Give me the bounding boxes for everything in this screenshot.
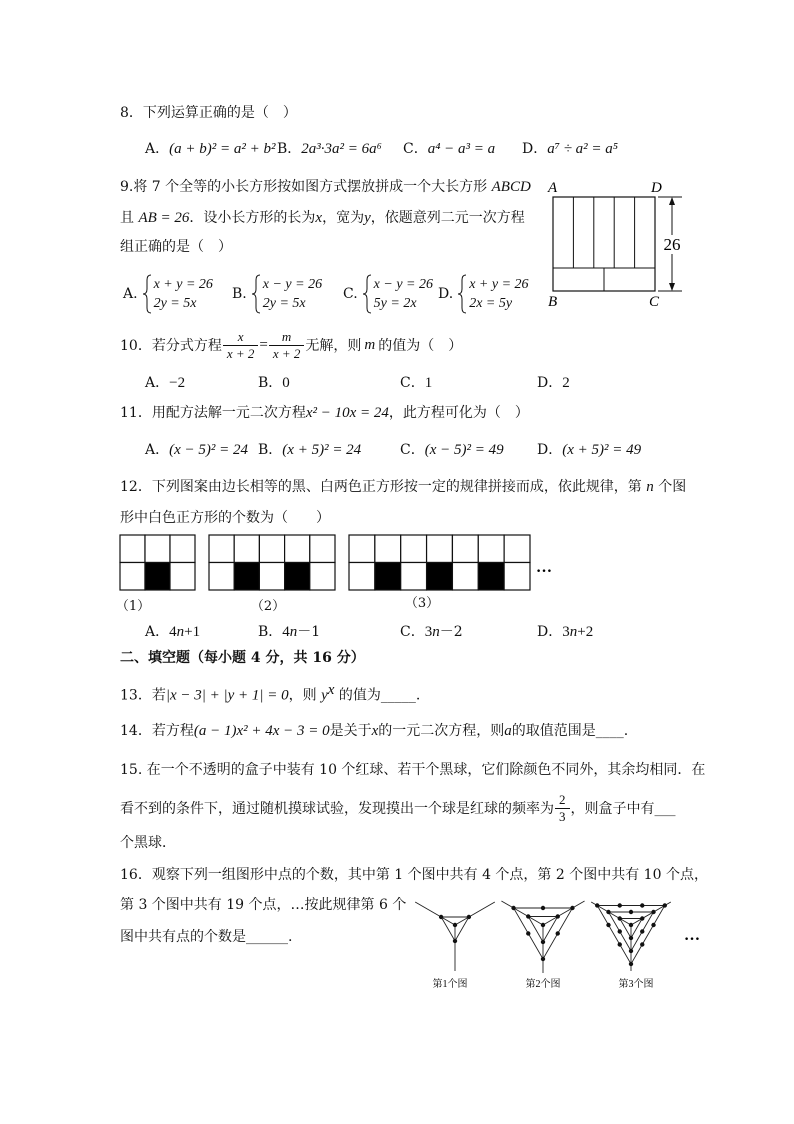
square-pattern-3	[349, 535, 530, 590]
white-square	[401, 535, 427, 563]
option-label: A．	[145, 141, 170, 157]
q12-square-patterns	[115, 530, 560, 595]
option-label: B.	[232, 286, 247, 302]
q8-option-a	[145, 139, 275, 159]
white-square	[259, 563, 284, 591]
q12-stem-line-2: 形中白色正方形的个数为（ ）	[120, 510, 330, 526]
stem-math: AB = 26	[138, 210, 190, 226]
figure-arm	[543, 901, 585, 925]
option-label: D．	[537, 442, 563, 458]
black-square	[427, 563, 453, 591]
equation-2: 2x = 5y	[469, 296, 513, 311]
vertex-label-b: B	[548, 294, 558, 310]
stem-text: 看不到的条件下，通过随机摸球试验，发现摸出一个球是红球的频率为	[120, 801, 554, 817]
brace-icon	[457, 274, 467, 314]
stem-text: 个图	[653, 479, 687, 495]
power-base: y	[321, 687, 328, 704]
figure-dot	[606, 923, 610, 927]
stem-text: ，宽为	[322, 210, 365, 226]
q11-option-b	[258, 440, 361, 460]
stem-text: 的值为（ ）	[378, 338, 463, 354]
stem-math: (a − 1)x² + 4x − 3 = 0	[193, 723, 330, 739]
option-label: B．	[277, 141, 302, 157]
option-label: A．	[145, 442, 170, 458]
q15-stem-line-1: 15. 在一个不透明的盒子中装有 10 个红球、若干个黑球，它们除颜色不同外，其余均相同．在	[120, 762, 706, 778]
figure-dot	[629, 962, 633, 966]
figure-dot	[618, 903, 622, 907]
fraction-numerator: x	[223, 329, 259, 346]
option-coefficient: 3	[424, 624, 433, 640]
q8-option-c	[403, 139, 495, 159]
equation-system	[457, 274, 528, 314]
figure-dot	[640, 903, 644, 907]
fraction-numerator: m	[269, 329, 305, 346]
white-square	[478, 535, 504, 563]
q12-option-c	[400, 622, 463, 642]
option-coefficient: 4	[282, 624, 290, 640]
option-expression: 2a³·3a² = 6a⁶	[301, 141, 382, 157]
equation-1: x − y = 26	[262, 277, 323, 292]
white-square	[310, 535, 335, 563]
dot-figure-3	[591, 902, 671, 971]
black-square	[285, 563, 310, 591]
figure-arm	[415, 902, 455, 925]
white-square	[452, 563, 478, 591]
stem-text: 且	[120, 210, 139, 226]
option-constant: －2	[439, 624, 463, 640]
power-exponent: x	[327, 682, 335, 698]
stem-text: 是关于	[329, 723, 372, 739]
stem-text: ，依题意列二元一次方程	[370, 210, 525, 226]
q15-stem-line-2	[120, 788, 676, 828]
option-label: D．	[537, 624, 563, 640]
stem-math: y	[364, 210, 371, 226]
equation-1: x + y = 26	[469, 277, 529, 292]
dot-figure-label-3: 第3个图	[618, 979, 654, 990]
equation-2: 5y = 2x	[373, 296, 417, 311]
option-expression: a⁴ − a³ = a	[427, 141, 496, 157]
q9-option-c	[343, 274, 433, 314]
pattern-label-3: （3）	[404, 596, 440, 611]
dot-figure-1	[415, 902, 495, 971]
option-label: D．	[522, 141, 548, 157]
q11-stem	[120, 403, 529, 423]
option-expression: (x − 5)² = 24	[169, 442, 249, 458]
q10-stem	[120, 325, 462, 365]
white-square	[285, 535, 310, 563]
figure-arm	[455, 902, 495, 925]
figure-dot	[640, 916, 644, 920]
figure-dot	[606, 910, 610, 914]
option-label: B．	[258, 624, 283, 640]
arrowhead-up-icon	[669, 197, 675, 205]
stem-math: a	[504, 723, 512, 739]
brace-icon	[362, 274, 372, 314]
white-square	[120, 563, 145, 591]
equation-system	[362, 274, 433, 314]
option-value: 1	[424, 375, 433, 391]
fraction-denominator: x + 2	[272, 345, 301, 361]
option-variable: n	[289, 624, 298, 640]
vertex-label-a: A	[548, 180, 558, 196]
q12-option-a	[145, 622, 200, 642]
option-coefficient: 4	[169, 624, 177, 640]
figure-dot	[453, 923, 457, 927]
q9-stem-line-2	[120, 208, 525, 228]
equation-2: 2y = 5x	[153, 296, 197, 311]
q9-option-a	[123, 274, 213, 314]
stem-text: 13．若	[120, 687, 166, 704]
q9-rectangle-figure	[540, 172, 690, 312]
white-square	[310, 563, 335, 591]
q10-option-a	[145, 373, 185, 393]
fraction-numerator: 2	[555, 792, 570, 809]
arrowhead-down-icon	[669, 283, 675, 291]
figure-dot	[541, 940, 545, 944]
option-label: C．	[400, 442, 425, 458]
option-expression: (x + 5)² = 49	[562, 442, 642, 458]
option-expression: (x − 5)² = 49	[424, 442, 504, 458]
option-variable: n	[176, 624, 185, 640]
stem-math: x² − 10x = 24	[305, 405, 389, 421]
option-value: −2	[169, 375, 186, 391]
q12-option-b	[258, 622, 320, 642]
figure-dot	[629, 910, 633, 914]
figure-dot	[651, 923, 655, 927]
q12-option-d	[537, 622, 593, 642]
q16-stem-line-2: 第 3 个图中共有 19 个点，…按此规律第 6 个	[120, 897, 407, 913]
equation-system	[251, 274, 322, 314]
figure-dot	[595, 903, 599, 907]
option-constant: －1	[297, 624, 321, 640]
white-square	[427, 535, 453, 563]
white-square	[209, 563, 234, 591]
option-constant: +1	[184, 624, 201, 640]
black-square	[234, 563, 259, 591]
stem-text: 12．下列图案由边长相等的黑、白两色正方形按一定的规律拼接而成，依此规律，第	[120, 479, 647, 495]
q10-option-d	[537, 373, 570, 393]
q8-option-b	[277, 139, 382, 159]
stem-math: x	[315, 210, 323, 226]
figure-dot	[570, 906, 574, 910]
equation-1: x + y = 26	[153, 277, 213, 292]
option-variable: n	[569, 624, 578, 640]
pattern-ellipsis: …	[536, 559, 552, 576]
white-square	[504, 535, 530, 563]
figure-dot	[640, 942, 644, 946]
figure-dot	[526, 931, 530, 935]
pattern-label-1: （1）	[115, 599, 151, 614]
equation-1: x − y = 26	[373, 277, 433, 292]
option-expression: (a + b)² = a² + b²	[169, 141, 276, 157]
q9-stem-line-3: 组正确的是（ ）	[120, 239, 232, 255]
square-pattern-2	[209, 535, 335, 590]
dot-figure-label-2: 第2个图	[525, 979, 561, 990]
white-square	[259, 535, 284, 563]
white-square	[234, 535, 259, 563]
pattern-ellipsis: …	[684, 927, 700, 944]
figure-dot	[618, 916, 622, 920]
option-constant: +2	[577, 624, 594, 640]
black-square	[478, 563, 504, 591]
white-square	[170, 563, 195, 591]
white-square	[209, 535, 234, 563]
figure-dot	[629, 923, 633, 927]
section-title-fill-in: 二、填空题（每小题 4 分，共 16 分）	[120, 650, 365, 666]
equals-sign: =	[259, 336, 268, 353]
q16-stem-line-1: 16．观察下列一组图形中点的个数，其中第 1 个图中共有 4 个点，第 2 个图中共有 10 个点，	[120, 867, 708, 883]
option-label: A．	[145, 375, 170, 391]
stem-math: ABCD	[491, 179, 531, 195]
q16-stem-line-3: 图中共有点的个数是______.	[120, 929, 293, 945]
figure-dot	[467, 915, 471, 919]
stem-text: 9.将 7 个全等的小长方形按如图方式摆放拼成一个大长方形	[120, 179, 492, 195]
stem-text: 11．用配方法解一元二次方程	[120, 405, 306, 421]
stem-text: ．设小长方形的长为	[189, 210, 316, 226]
stem-math: x	[371, 723, 379, 739]
brace-icon	[142, 274, 152, 314]
q15-stem-line-3: 个黑球．	[120, 835, 176, 851]
fraction	[271, 329, 303, 362]
vertex-label-c: C	[649, 294, 660, 310]
white-square	[349, 535, 375, 563]
figure-dot	[556, 931, 560, 935]
figure-dot	[541, 923, 545, 927]
stem-math: m	[364, 336, 376, 353]
stem-text: 的取值范围是____.	[511, 723, 629, 739]
q11-option-c	[400, 440, 504, 460]
q11-option-a	[145, 440, 248, 460]
q12-stem-line-1	[120, 477, 686, 497]
option-value: 2	[562, 375, 570, 391]
option-label: C．	[403, 141, 428, 157]
square-pattern-1	[120, 535, 195, 590]
pattern-label-2: （2）	[250, 599, 286, 614]
equation-2: 2y = 5x	[262, 296, 306, 311]
white-square	[145, 535, 170, 563]
figure-dot	[651, 910, 655, 914]
stem-math: |x − 3| + |y + 1| = 0	[165, 687, 289, 704]
black-square	[375, 563, 401, 591]
option-label: D.	[438, 286, 454, 302]
white-square	[170, 535, 195, 563]
q14-stem	[120, 721, 628, 741]
option-value: 0	[282, 375, 290, 391]
figure-dot	[629, 949, 633, 953]
vertex-label-d: D	[651, 180, 662, 196]
option-label: C．	[400, 375, 425, 391]
option-label: C.	[343, 286, 358, 302]
dot-figure-2	[501, 901, 584, 973]
black-square	[145, 563, 170, 591]
q16-dot-patterns	[400, 885, 710, 995]
figure-dot	[663, 903, 667, 907]
stem-text: 的一元二次方程，则	[378, 723, 505, 739]
figure-dot	[640, 929, 644, 933]
stem-text: 14．若方程	[120, 723, 194, 739]
option-expression: (x + 5)² = 24	[282, 442, 362, 458]
figure-dot	[453, 939, 457, 943]
equation-system	[142, 274, 213, 314]
q9-option-d	[438, 274, 529, 314]
option-label: C．	[400, 624, 425, 640]
brace-icon	[251, 274, 261, 314]
figure-dot	[629, 936, 633, 940]
stem-text: 10．若分式方程	[120, 338, 222, 354]
q10-option-b	[258, 373, 290, 393]
fraction-denominator: 3	[559, 808, 566, 824]
stem-text: 无解，则	[305, 338, 362, 354]
q10-option-c	[400, 373, 432, 393]
option-label: D．	[537, 375, 563, 391]
q13-stem	[120, 680, 421, 704]
figure-arm	[501, 901, 543, 925]
option-expression: a⁷ ÷ a² = a⁵	[547, 141, 619, 157]
figure-dot	[439, 915, 443, 919]
stem-math: n	[646, 479, 654, 495]
option-label: A．	[145, 624, 170, 640]
q9-stem-line-1	[120, 177, 531, 197]
option-variable: n	[432, 624, 440, 640]
figure-dot	[526, 914, 530, 918]
figure-dot	[556, 914, 560, 918]
q9-option-b	[232, 274, 322, 314]
stem-text: ，此方程可化为（ ）	[388, 405, 529, 421]
dimension-label: 26	[663, 235, 681, 254]
fraction-denominator: x + 2	[226, 345, 255, 361]
option-label: B．	[258, 375, 283, 391]
fraction	[225, 329, 257, 362]
stem-text: 的值为_____.	[334, 687, 421, 704]
white-square	[452, 535, 478, 563]
q8-stem: 8．下列运算正确的是（ ）	[120, 105, 297, 121]
option-coefficient: 3	[562, 624, 570, 640]
option-label: B．	[258, 442, 283, 458]
q8-option-d	[522, 139, 618, 159]
q11-option-d	[537, 440, 641, 460]
figure-dot	[618, 942, 622, 946]
white-square	[504, 563, 530, 591]
stem-text: ，则盒子中有___	[570, 801, 676, 817]
figure-dot	[541, 957, 545, 961]
figure-dot	[618, 929, 622, 933]
figure-dot	[511, 906, 515, 910]
fraction	[557, 792, 568, 825]
white-square	[349, 563, 375, 591]
stem-text: ，则	[288, 687, 322, 704]
figure-dot	[541, 906, 545, 910]
dot-figure-label-1: 第1个图	[432, 979, 468, 990]
white-square	[401, 563, 427, 591]
white-square	[120, 535, 145, 563]
option-label: A.	[123, 286, 138, 302]
white-square	[375, 535, 401, 563]
